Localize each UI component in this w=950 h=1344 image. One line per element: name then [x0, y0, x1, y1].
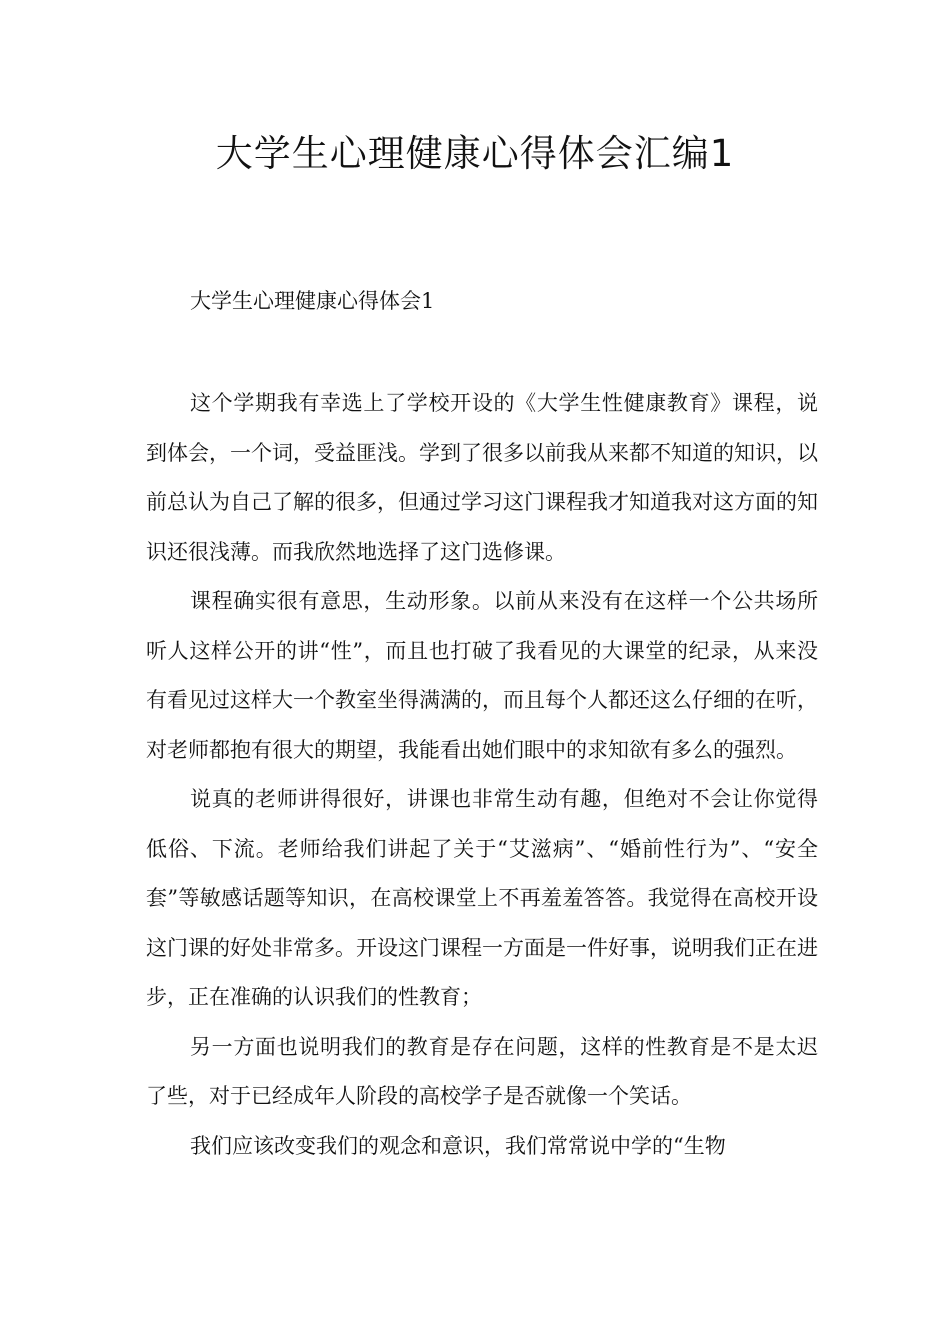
document-body	[146, 379, 818, 1171]
paragraph-5: 我们应该改变我们的观念和意识，我们常常说中学的“生物	[190, 1133, 726, 1158]
paragraph-1: 这个学期我有幸选上了学校开设的《大学生性健康教育》课程，说到体会，一个词，受益匪浅。学到了很多以前我从来都不知道的知识，以前总认为自己了解的很多，但通过学习这门课程我才知道我对这方面的知识还很浅薄。而我欣然地选择了这门选修课。	[146, 391, 818, 564]
paragraph-4: 另一方面也说明我们的教育是存在问题，这样的性教育是不是太迟了些，对于已经成年人阶段的高校学子是否就像一个笑话。	[146, 1034, 818, 1108]
document-title: 大学生心理健康心得体会汇编1	[215, 132, 735, 175]
paragraph-2: 课程确实很有意思，生动形象。以前从来没有在这样一个公共场所听人这样公开的讲“性”，而且也打破了我看见的大课堂的纪录，从来没有看见过这样大一个教室坐得满满的，而且每个人都还这么仔细的在听，对老师都抱有很大的期望，我能看出她们眼中的求知欲有多么的强烈。	[146, 589, 818, 762]
paragraph-3: 说真的老师讲得很好，讲课也非常生动有趣，但绝对不会让你觉得低俗、下流。老师给我们讲起了关于“艾滋病”、“婚前性行为”、“安全套”等敏感话题等知识，在高校课堂上不再羞羞答答。我觉得在高校开设这门课的好处非常多。开设这门课程一方面是一件好事，说明我们正在进步，正在准确的认识我们的性教育；	[146, 787, 818, 1009]
section-heading: 大学生心理健康心得体会1	[190, 289, 435, 313]
